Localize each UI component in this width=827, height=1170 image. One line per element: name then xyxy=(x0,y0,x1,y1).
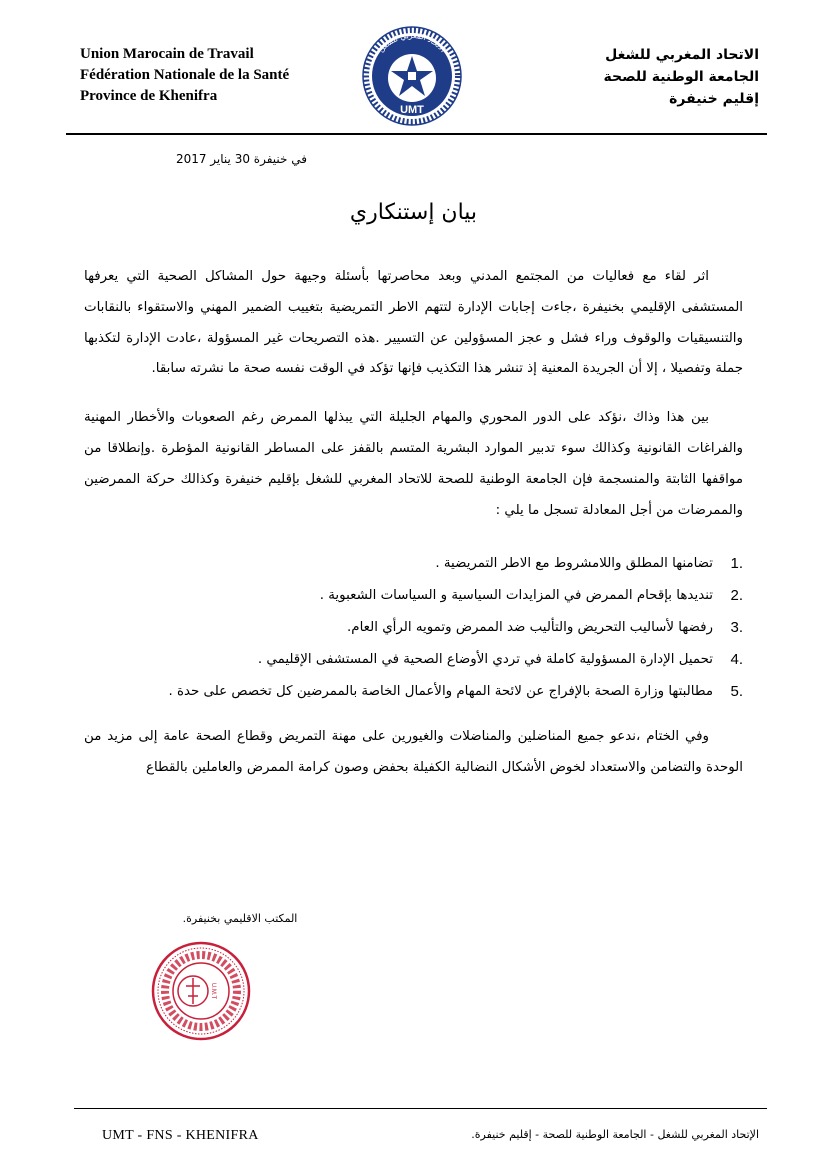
province-name-fr: Province de Khenifra xyxy=(80,88,218,104)
umt-logo xyxy=(360,20,464,132)
list-text: مطالبتها وزارة الصحة بالإفراج عن لائحة المهام والأعمال الخاصة بالممرضين كل تخصص على حدة . xyxy=(168,684,713,700)
province-name-ar: إقليم خنيفرة xyxy=(669,91,759,107)
footer-arabic: الإتحاد المغربي للشغل - الجامعة الوطنية للصحة - إقليم خنيفرة. xyxy=(471,1128,759,1141)
header-divider xyxy=(66,133,767,135)
list-item xyxy=(84,612,743,644)
list-item xyxy=(84,644,743,676)
list-item xyxy=(84,548,743,580)
organization-stamp xyxy=(150,940,252,1042)
federation-name-ar: الجامعة الوطنية للصحة xyxy=(603,69,759,85)
footer-divider xyxy=(74,1108,767,1109)
demands-list xyxy=(84,548,743,708)
list-text: رفضها لأساليب التحريض والتأليب ضد الممرض وتمويه الرأي العام. xyxy=(347,620,713,636)
header-french xyxy=(80,44,380,107)
list-number: 1. xyxy=(730,555,743,573)
signature-line: المكتب الاقليمي بخنيفرة. xyxy=(182,912,298,925)
footer-french: UMT - FNS - KHENIFRA xyxy=(102,1128,259,1143)
list-text: تنديدها بإقحام الممرض في المزايدات السياسية و السياسات الشعبوية . xyxy=(319,588,713,604)
stamp-text: U.M.T xyxy=(210,982,216,1000)
list-text: تضامنها المطلق واللامشروط مع الاطر التمريضية . xyxy=(435,556,713,572)
document-date: في خنيفرة 30 يناير 2017 xyxy=(175,152,307,166)
list-number: 3. xyxy=(730,619,743,637)
paragraph-closing: وفي الختام ،ندعو جميع المناضلين والمناضلات والغيورين على مهنة التمريض وقطاع الصحة عامة إلى مزيد من الوحدة والتضامن والاستعداد لخوض الأشكال النضالية الكفيلة بحفض وصون كرامة الممرض والعاملين بالقطاع xyxy=(84,729,743,775)
list-number: 4. xyxy=(730,651,743,669)
paragraph-context: بين هذا وذاك ،نؤكد على الدور المحوري والمهام الجليلة التي يبذلها الممرض رغم الصعوبات والأخطار المهنية والفراغات القانونية وكذالك سوء تدبير الموارد البشرية المتسم بالقفز على المساطر القانونية المؤطرة .وإنطلاقا من مواقفها الثابتة والمنسجمة فإن الجامعة الوطنية للصحة للاتحاد المغربي للشغل بإقليم خنيفرة وكذالك حركة الممرضين والممرضات من أجل المعادلة تسجل ما يلي : xyxy=(84,410,743,518)
federation-name-fr: Fédération Nationale de la Santé xyxy=(80,67,290,83)
header-arabic xyxy=(499,44,759,110)
org-name-fr: Union Marocain de Travail xyxy=(80,46,254,62)
list-number: 2. xyxy=(730,587,743,605)
list-item xyxy=(84,580,743,612)
paragraph-intro: اثر لقاء مع فعاليات من المجتمع المدني وبعد محاصرتها بأسئلة وجيهة حول المشاكل الصحية التي يعرفها المستشفى الإقليمي بخنيفرة ،جاءت إجابات الإدارة لتتهم الاطر التمريضية بتغييب الضمير المهني والاستقواء بالنقابات والتنسيقيات والوقوف وراء فشل و عجز المسؤولين عن التسيير .هذه التصريحات غير المسؤولة ،عادت الإدارة لتكذبها جملة وتفصيلا ، إلا أن الجريدة المعنية إذ تنشر هذا التكذيب فإنها تؤكد في الوقت نفسه صحة ما نشرته سابقا. xyxy=(84,269,743,377)
org-name-ar: الاتحاد المغربي للشغل xyxy=(605,47,759,63)
logo-umt-text: UMT xyxy=(400,104,424,116)
document-body xyxy=(84,262,743,783)
list-item xyxy=(84,676,743,708)
list-text: تحميل الإدارة المسؤولية كاملة في تردي الأوضاع الصحية في المستشفى الإقليمي . xyxy=(257,652,713,668)
document-title: بيان إستنكاري xyxy=(349,200,478,225)
list-number: 5. xyxy=(730,683,743,701)
logo-arabic-text: الاتحاد المغربي للشغل xyxy=(376,30,448,55)
